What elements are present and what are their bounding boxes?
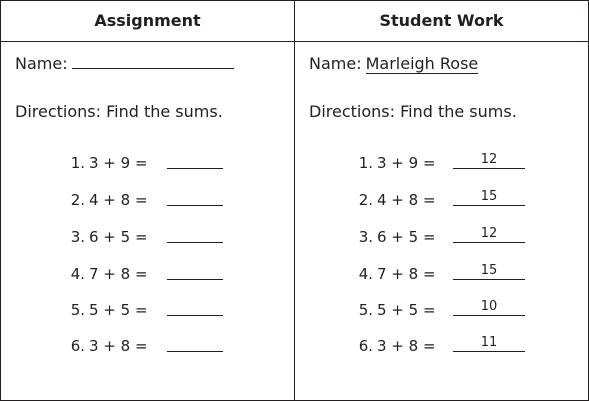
problem-expression: 7 + 8 = [377,265,436,283]
header-student-work: Student Work [379,11,504,30]
assignment-problem [63,299,233,321]
problem-expression: 4 + 8 = [89,191,148,209]
problem-number: 2. [358,191,373,209]
assignment-column [1,42,294,400]
assignment-problem [63,263,233,285]
name-label: Name: [309,54,362,73]
answer-blank [167,263,223,280]
problem-expression: 3 + 9 = [377,154,436,172]
student-problem [351,226,531,248]
problem-number: 1. [70,154,85,172]
student-work-column [295,42,588,400]
header-assignment: Assignment [94,11,201,30]
problem-number: 2. [70,191,85,209]
problem-number: 6. [358,337,373,355]
student-problem [351,263,531,285]
problem-expression: 7 + 8 = [89,265,148,283]
problem-expression: 6 + 5 = [89,228,148,246]
student-answer: 12 [453,226,525,243]
assignment-problem [63,189,233,211]
problem-number: 3. [70,228,85,246]
student-answer: 12 [453,152,525,169]
answer-blank [167,299,223,316]
problem-number: 3. [358,228,373,246]
assignment-problem [63,226,233,248]
student-name-row [309,53,478,75]
name-label: Name: [15,54,68,73]
student-answer: 10 [453,299,525,316]
student-problem [351,152,531,174]
problem-number: 6. [70,337,85,355]
answer-blank [167,152,223,169]
student-name: Marleigh Rose [365,54,479,73]
assignment-problem [63,335,233,357]
student-directions: Directions: Find the sums. [309,102,517,121]
problem-expression: 5 + 5 = [89,301,148,319]
problem-expression: 4 + 8 = [377,191,436,209]
name-blank [72,53,234,69]
problem-number: 4. [70,265,85,283]
answer-blank [167,335,223,352]
assignment-directions: Directions: Find the sums. [15,102,223,121]
problem-expression: 3 + 9 = [89,154,148,172]
assignment-name-row [15,53,234,75]
student-answer: 15 [453,263,525,280]
problem-number: 5. [358,301,373,319]
student-answer: 15 [453,189,525,206]
answer-blank [167,226,223,243]
problem-number: 5. [70,301,85,319]
problem-expression: 6 + 5 = [377,228,436,246]
problem-number: 1. [358,154,373,172]
student-problem [351,189,531,211]
student-answer: 11 [453,335,525,352]
assignment-problem [63,152,233,174]
problem-number: 4. [358,265,373,283]
problem-expression: 3 + 8 = [377,337,436,355]
student-problem [351,335,531,357]
problem-expression: 3 + 8 = [89,337,148,355]
student-problem [351,299,531,321]
problem-expression: 5 + 5 = [377,301,436,319]
answer-blank [167,189,223,206]
